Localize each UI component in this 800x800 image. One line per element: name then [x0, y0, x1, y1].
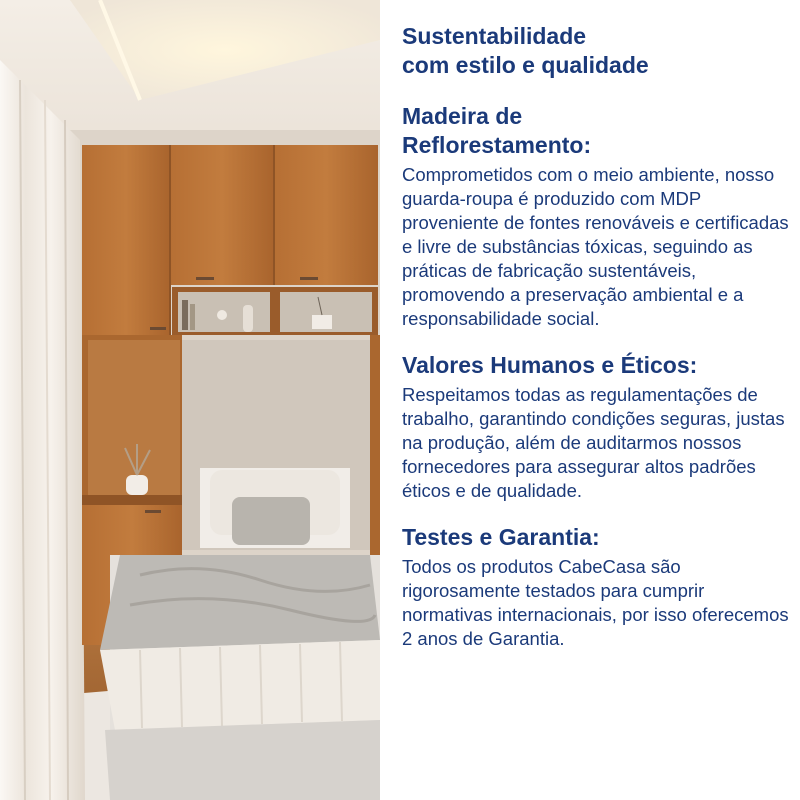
bedroom-wardrobe-photo: [0, 0, 380, 800]
curtain: [0, 60, 85, 800]
section-title-valores: Valores Humanos e Éticos:: [402, 352, 698, 378]
section-valores: [402, 351, 792, 503]
bedroom-illustration: [0, 0, 380, 800]
headline-line-2: com estilo e qualidade: [402, 52, 649, 78]
section-title-testes: Testes e Garantia:: [402, 524, 600, 550]
wardrobe-top-door-1: [170, 145, 274, 285]
section-madeira: [402, 102, 792, 331]
section-body-testes: Todos os produtos CabeCasa são rigorosamente testados para cumprir normativas internacionais, por isso oferecemos 2 anos de Garantia.: [402, 556, 789, 649]
section-body-valores: Respeitamos todas as regulamentações de trabalho, garantindo condições seguras, justas na produção, além de auditarmos nossos fornecedores para assegurar altos padrões éticos e de qualidade.: [402, 384, 785, 501]
section-body-madeira: Comprometidos com o meio ambiente, nosso guarda-roupa é produzido com MDP proveniente de fontes renováveis e certificadas e livre de substâncias tóxicas, seguindo as práticas de fabricação sustentáveis, promovendo a preservação ambiental e a responsabilidade social.: [402, 164, 789, 329]
wardrobe-left-upper: [82, 145, 170, 335]
headline-line-1: Sustentabilidade: [402, 23, 587, 49]
page-headline: [402, 22, 792, 80]
section-testes: [402, 523, 792, 651]
section-title-madeira-line-2: Reflorestamento:: [402, 132, 592, 158]
wardrobe-top-door-2: [274, 145, 378, 285]
section-title-madeira-line-1: Madeira de: [402, 103, 523, 129]
text-panel: [380, 0, 800, 800]
pillow-front: [232, 497, 310, 545]
section-title-madeira: [402, 102, 792, 160]
bed-base: [105, 720, 380, 800]
